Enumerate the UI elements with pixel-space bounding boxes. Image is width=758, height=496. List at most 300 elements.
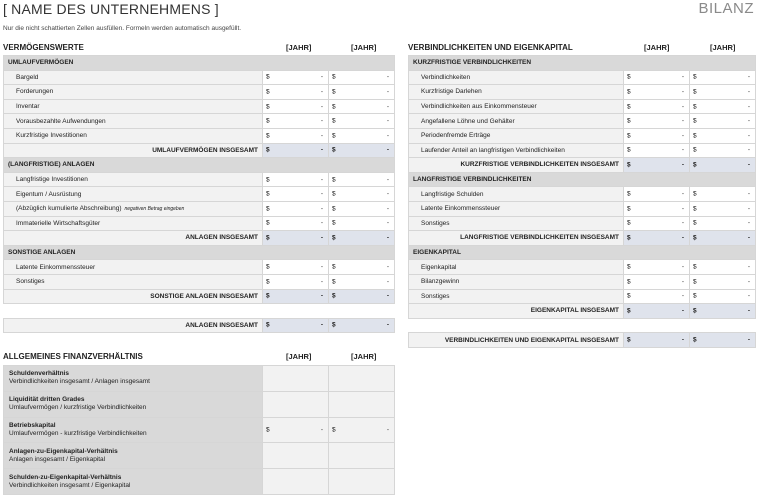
value-cell: [624, 304, 690, 319]
ratio-name: Schulden-zu-Eigenkapital-Verhältnis: [9, 473, 122, 481]
category-kurzfristige-verbindlichkeiten: [409, 56, 756, 71]
value-cell: [329, 391, 395, 417]
total-label: [409, 304, 624, 319]
amount-value: -: [320, 321, 323, 329]
currency-symbol: $: [266, 234, 270, 242]
currency-symbol: $: [627, 117, 631, 125]
row-label: [409, 289, 624, 304]
currency-symbol: $: [266, 88, 270, 96]
label-text: Eigentum / Ausrüstung: [16, 190, 82, 198]
amount-value: -: [386, 117, 390, 125]
amount-value: -: [681, 307, 684, 315]
row-label: [4, 274, 263, 289]
label-text: Periodenfremde Erträge: [421, 132, 491, 140]
currency-symbol: $: [693, 307, 697, 315]
value-cell[interactable]: [624, 70, 690, 85]
label-text: Angefallene Löhne und Gehälter: [421, 117, 515, 125]
currency-symbol: $: [693, 190, 697, 198]
total-row-sonstige-anlagen-insgesamt: [4, 289, 395, 304]
assets-section-header: [3, 38, 393, 52]
currency-symbol: $: [693, 205, 697, 213]
currency-symbol: $: [266, 117, 270, 125]
value-cell[interactable]: [329, 70, 395, 85]
label-text: Immaterielle Wirtschaftsgüter: [16, 219, 101, 227]
value-cell: [329, 443, 395, 469]
value-cell[interactable]: [690, 201, 756, 216]
value-cell[interactable]: [329, 201, 395, 216]
row-label: [409, 187, 624, 202]
currency-symbol: $: [266, 292, 270, 300]
label-text: Vorausbezahlte Aufwendungen: [16, 117, 106, 125]
liabilities-title: VERBINDLICHKEITEN UND EIGENKAPITAL: [408, 43, 573, 52]
amount-value: -: [320, 146, 323, 154]
currency-symbol: $: [332, 190, 336, 198]
ratio-row-anlagen-zu-eigenkapital-verhaeltnis: [4, 443, 395, 469]
label-text: Bilanzgewinn: [421, 278, 460, 286]
value-cell[interactable]: [329, 172, 395, 187]
value-cell: [263, 443, 329, 469]
currency-symbol: $: [627, 205, 631, 213]
row-label: [4, 216, 263, 231]
currency-symbol: $: [627, 234, 631, 242]
currency-symbol: $: [693, 132, 697, 140]
value-cell[interactable]: [624, 201, 690, 216]
currency-symbol: $: [332, 321, 336, 329]
amount-value: -: [747, 190, 751, 198]
row-sonstiges: [409, 289, 756, 304]
row-immaterielle-wirtschaftsgueter: [4, 216, 395, 231]
row-label: [409, 260, 624, 275]
label-text: Langfristige Investitionen: [16, 176, 88, 184]
value-cell[interactable]: [690, 274, 756, 289]
currency-symbol: $: [332, 219, 336, 227]
currency-symbol: $: [627, 73, 631, 81]
currency-symbol: $: [627, 336, 631, 344]
ratio-label: [4, 417, 263, 443]
total-row-anlagen-insgesamt: [4, 318, 395, 333]
row-label: [4, 187, 263, 202]
value-cell[interactable]: [329, 274, 395, 289]
currency-symbol: $: [693, 146, 697, 154]
ratio-formula: Umlaufvermögen - kurzfristige Verbindlichkeiten: [9, 429, 147, 437]
row-label: [4, 128, 263, 143]
label-text: UMLAUFVERMÖGEN INSGESAMT: [152, 146, 258, 154]
currency-symbol: $: [266, 263, 270, 271]
row-label: [4, 114, 263, 129]
currency-symbol: $: [693, 161, 697, 169]
amount-value: -: [386, 88, 390, 96]
currency-symbol: $: [266, 176, 270, 184]
label-text: ANLAGEN INSGESAMT: [185, 234, 258, 242]
assets-year-1[interactable]: [JAHR]: [286, 43, 312, 52]
value-cell[interactable]: [690, 128, 756, 143]
amount-value: -: [747, 132, 751, 140]
ratio-row-schulden-zu-eigenkapital-verhaeltnis: [4, 469, 395, 495]
value-cell[interactable]: [690, 114, 756, 129]
label-text: Latente Einkommenssteuer: [16, 263, 96, 271]
label-text: Kurzfristige Investitionen: [16, 132, 87, 140]
amount-value: -: [681, 336, 684, 344]
amount-value: -: [386, 321, 390, 329]
label-text: Laufender Anteil an langfristigen Verbindlichkeiten: [421, 146, 565, 154]
value-cell[interactable]: [329, 99, 395, 114]
ratio-row-schuldenverhaeltnis: [4, 366, 395, 392]
amount-value: -: [386, 146, 390, 154]
total-row-langfristige-verbindlichkeiten-insgesamt: [409, 231, 756, 246]
currency-symbol: $: [266, 219, 270, 227]
spacer-row: [4, 304, 395, 319]
value-cell: [263, 231, 329, 246]
label-text: SONSTIGE ANLAGEN INSGESAMT: [150, 292, 258, 300]
amount-value: -: [320, 205, 323, 213]
ratio-formula: Verbindlichkeiten insgesamt / Eigenkapital: [9, 481, 131, 489]
ratios-title: ALLGEMEINES FINANZVERHÄLTNIS: [3, 352, 143, 361]
value-cell[interactable]: [624, 114, 690, 129]
amount-value: -: [320, 132, 323, 140]
label-text: Verbindlichkeiten aus Einkommensteuer: [421, 103, 537, 111]
amount-value: -: [320, 426, 323, 434]
label-text: Kurzfristige Darlehen: [421, 88, 482, 96]
row-label: [409, 70, 624, 85]
value-cell[interactable]: [263, 114, 329, 129]
value-cell[interactable]: [329, 114, 395, 129]
currency-symbol: $: [627, 292, 631, 300]
value-cell[interactable]: [690, 99, 756, 114]
value-cell[interactable]: [263, 187, 329, 202]
amount-value: -: [386, 73, 390, 81]
label-text: Forderungen: [16, 88, 54, 96]
row-verbindlichkeiten: [409, 70, 756, 85]
spacer-cell: [409, 318, 756, 333]
value-cell[interactable]: [624, 274, 690, 289]
row-laufender-anteil-an-langfristigen-verbindlichkeiten: [409, 143, 756, 158]
currency-symbol: $: [332, 205, 336, 213]
value-cell[interactable]: [624, 143, 690, 158]
row-label: [4, 85, 263, 100]
currency-symbol: $: [627, 307, 631, 315]
currency-symbol: $: [332, 176, 336, 184]
amount-value: -: [386, 263, 390, 271]
amount-value: -: [681, 219, 684, 227]
currency-symbol: $: [627, 88, 631, 96]
value-cell[interactable]: [624, 260, 690, 275]
ratio-row-betriebskapital: [4, 417, 395, 443]
row-label: [409, 99, 624, 114]
row-verbindlichkeiten-aus-einkommensteuer: [409, 99, 756, 114]
amount-value: -: [320, 117, 323, 125]
label-text: Bargeld: [16, 73, 39, 81]
category-eigenkapital: [409, 245, 756, 260]
value-cell: [329, 143, 395, 158]
row-vorausbezahlte-aufwendungen: [4, 114, 395, 129]
amount-value: -: [747, 307, 751, 315]
value-cell: [263, 318, 329, 333]
category-umlaufvermoegen: [4, 56, 395, 71]
amount-value: -: [747, 234, 751, 242]
row-langfristige-investitionen: [4, 172, 395, 187]
row-label: [409, 143, 624, 158]
ratio-label: [4, 469, 263, 495]
currency-symbol: $: [693, 219, 697, 227]
amount-value: -: [320, 263, 323, 271]
currency-symbol: $: [266, 190, 270, 198]
amount-value: -: [320, 190, 323, 198]
amount-value: -: [681, 292, 684, 300]
amount-value: -: [386, 278, 390, 286]
total-row-eigenkapital-insgesamt: [409, 304, 756, 319]
value-cell[interactable]: [624, 187, 690, 202]
value-cell[interactable]: [690, 289, 756, 304]
label-text: Langfristige Schulden: [421, 190, 484, 198]
row-bargeld: [4, 70, 395, 85]
label-text: Verbindlichkeiten: [421, 73, 471, 81]
amount-value: -: [320, 292, 323, 300]
hint-note: negativen Betrag eingeben: [124, 206, 185, 213]
total-label: [4, 318, 263, 333]
amount-value: -: [386, 132, 390, 140]
ratio-label: [4, 366, 263, 392]
amount-value: -: [320, 73, 323, 81]
spacer-row: [409, 318, 756, 333]
value-cell: [329, 231, 395, 246]
value-cell[interactable]: [263, 216, 329, 231]
value-cell[interactable]: [624, 85, 690, 100]
value-cell[interactable]: [624, 128, 690, 143]
currency-symbol: $: [627, 161, 631, 169]
currency-symbol: $: [627, 146, 631, 154]
ratio-formula: Umlaufvermögen / kurzfristige Verbindlichkeiten: [9, 404, 147, 412]
amount-value: -: [681, 278, 684, 286]
amount-value: -: [681, 190, 684, 198]
total-row-kurzfristige-verbindlichkeiten-insgesamt: [409, 158, 756, 173]
currency-symbol: $: [332, 146, 336, 154]
total-label: [4, 231, 263, 246]
value-cell: [329, 366, 395, 392]
amount-value: -: [681, 263, 684, 271]
row-label: [409, 274, 624, 289]
value-cell[interactable]: [690, 143, 756, 158]
row-label: [409, 201, 624, 216]
ratios-table: [3, 365, 395, 495]
amount-value: -: [320, 219, 323, 227]
ratio-formula: Verbindlichkeiten insgesamt / Anlagen insgesamt: [9, 378, 150, 386]
liabilities-table: [408, 55, 756, 348]
ratio-label: [4, 443, 263, 469]
currency-symbol: $: [332, 103, 336, 111]
amount-value: -: [681, 161, 684, 169]
liabilities-year-2[interactable]: [JAHR]: [710, 43, 736, 52]
amount-value: -: [747, 336, 751, 344]
value-cell: [690, 158, 756, 173]
currency-symbol: $: [332, 117, 336, 125]
amount-value: -: [681, 205, 684, 213]
label-text: VERBINDLICHKEITEN UND EIGENKAPITAL INSGESAMT: [444, 336, 619, 344]
label-text: KURZFRISTIGE VERBINDLICHKEITEN INSGESAMT: [460, 161, 619, 169]
currency-symbol: $: [266, 278, 270, 286]
amount-value: -: [386, 426, 389, 434]
row-sonstiges: [409, 216, 756, 231]
value-cell[interactable]: [624, 216, 690, 231]
total-label: [409, 231, 624, 246]
currency-symbol: $: [627, 278, 631, 286]
total-label: [4, 143, 263, 158]
value-cell: [329, 469, 395, 495]
ratios-year-1[interactable]: [JAHR]: [286, 352, 312, 361]
value-cell: [263, 289, 329, 304]
amount-value: -: [386, 292, 390, 300]
amount-value: -: [747, 219, 751, 227]
currency-symbol: $: [266, 146, 270, 154]
ratio-row-liquiditaet-dritten-grades: [4, 391, 395, 417]
value-cell[interactable]: [263, 274, 329, 289]
value-cell: [329, 318, 395, 333]
label-text: (Abzüglich kumulierte Abschreibung): [16, 205, 122, 213]
row-forderungen: [4, 85, 395, 100]
ratio-name: Anlagen-zu-Eigenkapital-Verhältnis: [9, 447, 118, 455]
row-angefallene-loehne-und-gehaelter: [409, 114, 756, 129]
label-text: Sonstiges: [16, 278, 45, 286]
currency-symbol: $: [332, 132, 336, 140]
value-cell[interactable]: [263, 70, 329, 85]
amount-value: -: [747, 263, 751, 271]
currency-symbol: $: [627, 103, 631, 111]
assets-table: [3, 55, 395, 333]
currency-symbol: $: [627, 190, 631, 198]
value-cell[interactable]: [329, 260, 395, 275]
total-row-anlagen-insgesamt: [4, 231, 395, 246]
value-cell: [263, 417, 329, 443]
value-cell[interactable]: [690, 85, 756, 100]
currency-symbol: $: [693, 292, 697, 300]
value-cell[interactable]: [263, 201, 329, 216]
value-cell[interactable]: [624, 99, 690, 114]
label-text: EIGENKAPITAL INSGESAMT: [530, 307, 619, 315]
value-cell: [329, 417, 395, 443]
value-cell[interactable]: [263, 99, 329, 114]
row-eigentum-ausruestung: [4, 187, 395, 202]
value-cell: [263, 366, 329, 392]
currency-symbol: $: [332, 73, 336, 81]
row-label: [4, 201, 263, 216]
value-cell[interactable]: [624, 289, 690, 304]
assets-year-2[interactable]: [JAHR]: [351, 43, 377, 52]
document-title: BILANZ: [698, 0, 754, 17]
value-cell[interactable]: [690, 70, 756, 85]
value-cell[interactable]: [329, 216, 395, 231]
currency-symbol: $: [332, 88, 336, 96]
category-label: KURZFRISTIGE VERBINDLICHKEITEN: [409, 56, 756, 71]
currency-symbol: $: [266, 205, 270, 213]
value-cell: [263, 143, 329, 158]
amount-value: -: [386, 219, 390, 227]
value-cell: [624, 231, 690, 246]
row-abzueglich-kumulierte-abschreibung: [4, 201, 395, 216]
value-cell[interactable]: [690, 216, 756, 231]
amount-value: -: [386, 205, 390, 213]
ratio-label: [4, 391, 263, 417]
row-label: [409, 114, 624, 129]
amount-value: -: [747, 292, 751, 300]
currency-symbol: $: [693, 336, 697, 344]
amount-value: -: [386, 234, 390, 242]
row-label: [409, 85, 624, 100]
currency-symbol: $: [627, 132, 631, 140]
row-label: [4, 172, 263, 187]
value-cell: [329, 289, 395, 304]
value-cell: [624, 158, 690, 173]
category-langfristige-anlagen: [4, 158, 395, 173]
row-label: [409, 216, 624, 231]
instruction-text: Nur die nicht schattierten Zellen ausfüllen. Formeln werden automatisch ausgefüllt.: [3, 25, 242, 32]
value-cell[interactable]: [263, 85, 329, 100]
currency-symbol: $: [693, 88, 697, 96]
ratio-name: Schuldenverhältnis: [9, 370, 69, 378]
amount-value: -: [747, 278, 751, 286]
category-label: LANGFRISTIGE VERBINDLICHKEITEN: [409, 172, 756, 187]
currency-symbol: $: [266, 103, 270, 111]
row-kurzfristige-darlehen: [409, 85, 756, 100]
category-label: (LANGFRISTIGE) ANLAGEN: [4, 158, 395, 173]
amount-value: -: [681, 73, 684, 81]
currency-symbol: $: [693, 103, 697, 111]
ratio-name: Betriebskapital: [9, 421, 56, 429]
amount-value: -: [747, 146, 751, 154]
value-cell: [263, 391, 329, 417]
value-cell[interactable]: [263, 128, 329, 143]
value-cell[interactable]: [329, 187, 395, 202]
value-cell[interactable]: [329, 128, 395, 143]
ratios-year-2[interactable]: [JAHR]: [351, 352, 377, 361]
amount-value: -: [747, 117, 751, 125]
currency-symbol: $: [332, 234, 336, 242]
amount-value: -: [320, 103, 323, 111]
currency-symbol: $: [627, 219, 631, 227]
value-cell[interactable]: [690, 187, 756, 202]
row-periodenfremde-ertraege: [409, 128, 756, 143]
row-langfristige-schulden: [409, 187, 756, 202]
category-label: SONSTIGE ANLAGEN: [4, 245, 395, 260]
row-label: [4, 70, 263, 85]
value-cell: [690, 231, 756, 246]
value-cell[interactable]: [263, 172, 329, 187]
label-text: LANGFRISTIGE VERBINDLICHKEITEN INSGESAMT: [460, 234, 619, 242]
currency-symbol: $: [693, 73, 697, 81]
category-label: EIGENKAPITAL: [409, 245, 756, 260]
value-cell[interactable]: [263, 260, 329, 275]
value-cell[interactable]: [329, 85, 395, 100]
liabilities-year-1[interactable]: [JAHR]: [644, 43, 670, 52]
category-sonstige-anlagen: [4, 245, 395, 260]
currency-symbol: $: [693, 278, 697, 286]
currency-symbol: $: [693, 263, 697, 271]
ratios-section-header: [3, 347, 393, 361]
value-cell: [624, 333, 690, 348]
total-row-verbindlichkeiten-und-eigenkapital-insgesamt: [409, 333, 756, 348]
category-label: UMLAUFVERMÖGEN: [4, 56, 395, 71]
amount-value: -: [747, 205, 751, 213]
amount-value: -: [681, 103, 684, 111]
row-latente-einkommenssteuer: [4, 260, 395, 275]
row-latente-einkommenssteuer: [409, 201, 756, 216]
spacer-cell: [4, 304, 395, 319]
amount-value: -: [747, 103, 751, 111]
value-cell[interactable]: [690, 260, 756, 275]
amount-value: -: [747, 161, 751, 169]
currency-symbol: $: [332, 263, 336, 271]
company-name[interactable]: [ NAME DES UNTERNEHMENS ]: [3, 1, 219, 17]
value-cell: [690, 333, 756, 348]
row-bilanzgewinn: [409, 274, 756, 289]
